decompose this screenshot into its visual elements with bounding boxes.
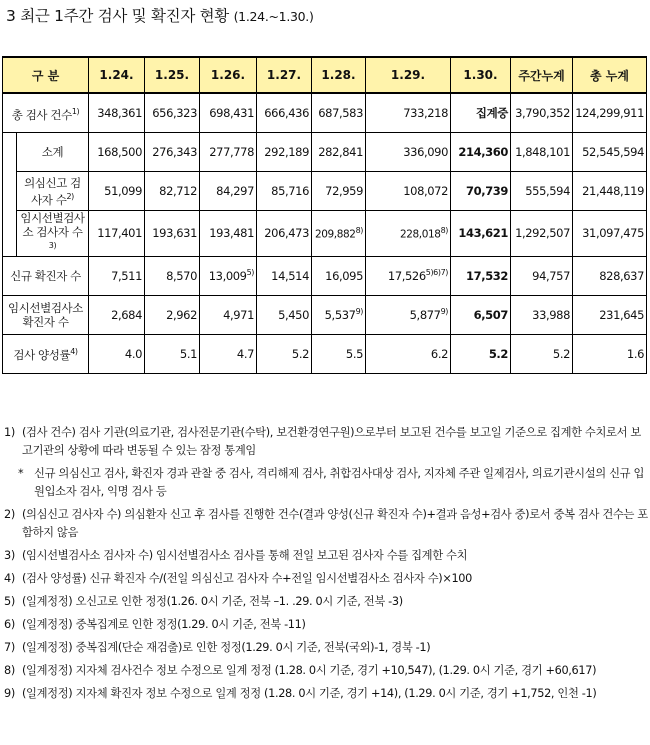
footnote-ref: 8)	[355, 226, 363, 236]
footnote-ref: 4)	[70, 347, 78, 357]
table-header-row	[3, 57, 647, 93]
data-cell	[511, 211, 573, 257]
table-row	[3, 211, 647, 257]
cell-value: 5.1	[179, 346, 197, 361]
table-row	[3, 133, 647, 172]
data-cell	[451, 133, 511, 172]
row-label	[3, 93, 89, 133]
data-cell	[312, 93, 366, 133]
data-cell	[366, 93, 451, 133]
cell-value: 6,507	[473, 307, 508, 322]
footnote-number: 1)	[4, 426, 15, 439]
footnotes	[4, 424, 648, 708]
cell-value: 206,473	[264, 226, 309, 241]
data-cell	[145, 295, 200, 334]
row-label-text: 임시선별검사소 확진자 수	[8, 300, 83, 329]
row-label-text: 임시선별검사소 검사자 수	[20, 211, 85, 239]
cell-value: 21,448,119	[582, 184, 644, 198]
cell-value: 4,971	[223, 307, 254, 322]
table-row	[3, 295, 647, 334]
cell-value: 2,684	[111, 307, 142, 322]
cell-value: 4.0	[124, 346, 142, 361]
cell-value: 2,962	[166, 307, 197, 322]
row-label	[17, 133, 89, 172]
cell-value: 143,621	[458, 226, 508, 241]
footnote	[4, 570, 648, 588]
data-cell	[257, 211, 312, 257]
cell-value: 1,848,101	[515, 145, 570, 159]
data-cell	[312, 172, 366, 211]
cell-value: 집계중	[475, 106, 508, 120]
footnote-text: 신규 의심신고 검사, 확진자 경과 관찰 중 검사, 격리해제 검사, 취합검사대상 검사, 지자체 주관 일제검사, 의료기관시설의 신규 입원입소자 검사, 익명 검사 등	[34, 467, 645, 498]
footnote-ref: 8)	[440, 226, 448, 236]
cell-value: 17,526	[387, 269, 426, 284]
data-cell	[200, 256, 257, 295]
cell-value: 84,297	[216, 184, 254, 198]
footnote-ref: 3)	[48, 241, 57, 250]
data-cell	[200, 211, 257, 257]
data-cell	[89, 256, 145, 295]
row-label	[17, 172, 89, 211]
data-cell	[511, 133, 573, 172]
data-cell	[312, 211, 366, 257]
cell-value: 4.7	[236, 346, 254, 361]
cell-value: 3,790,352	[515, 106, 570, 120]
row-label	[3, 295, 89, 334]
cell-value: 828,637	[599, 268, 644, 283]
data-cell	[511, 93, 573, 133]
footnote	[4, 547, 648, 565]
footnote-text: (검사 양성률) 신규 확진자 수/(전일 의심신고 검사자 수+전일 임시선별검사소 검사자 수)×100	[22, 572, 472, 585]
data-cell	[573, 295, 647, 334]
footnote-number: 9)	[4, 687, 15, 700]
footnote	[4, 662, 648, 680]
cell-value: 7,511	[111, 268, 142, 283]
cell-value: 85,716	[271, 184, 309, 198]
cell-value: 5.2	[552, 346, 570, 361]
cell-value: 5.2	[488, 346, 508, 361]
cell-value: 52,545,594	[582, 145, 644, 159]
cell-value: 6.2	[430, 346, 448, 361]
data-cell	[451, 93, 511, 133]
cell-value: 276,343	[152, 145, 197, 159]
footnote	[4, 593, 648, 611]
cell-value: 70,739	[466, 184, 508, 198]
cell-value: 193,631	[152, 226, 197, 241]
row-label-text: 의심신고 검사자 수	[24, 175, 81, 207]
data-cell	[312, 133, 366, 172]
table-row	[3, 93, 647, 133]
title-range: (1.24.~1.30.)	[233, 9, 314, 24]
footnote-ref: 5)6)7)	[425, 268, 448, 278]
cell-value: 31,097,475	[582, 226, 644, 241]
indent-cell	[3, 172, 17, 211]
data-cell	[451, 295, 511, 334]
data-cell	[366, 211, 451, 257]
data-cell	[366, 133, 451, 172]
cell-value: 555,594	[525, 184, 570, 198]
header-cell: 1.29.	[366, 57, 451, 93]
data-cell	[257, 295, 312, 334]
footnote-text: (일계정정) 중복집계(단순 재검출)로 인한 정정(1.29. 0시 기준, 전북(국외)-1, 경북 -1)	[22, 641, 431, 654]
cell-value: 124,299,911	[575, 106, 644, 120]
table-row	[3, 172, 647, 211]
footnote-text: (일계정정) 지자체 확진자 정보 수정으로 일계 정정 (1.28. 0시 기준, 경기 +14), (1.29. 0시 기준, 경기 +1,752, 인천 -1)	[22, 687, 597, 700]
data-cell	[312, 256, 366, 295]
footnote	[4, 424, 648, 460]
footnote-text: (의심신고 검사자 수) 의심환자 신고 후 검사를 진행한 건수(결과 양성(신규 확진자 수)+결과 음성+검사 중)로서 중복 검사 건수는 포함하지 않음	[22, 508, 648, 539]
cell-value: 687,583	[318, 106, 363, 120]
cell-value: 168,500	[97, 145, 142, 159]
footnote-text: (검사 건수) 검사 기관(의료기관, 검사전문기관(수탁), 보건환경연구원)으로부터 보고된 건수를 보고일 기준으로 집계한 수치로서 보고기관의 상황에 따라 변동될 수 있는 잠정 통계임	[22, 426, 641, 457]
data-cell	[511, 295, 573, 334]
row-label-text: 소계	[41, 145, 64, 159]
indent-cell	[3, 133, 17, 172]
row-label-text: 총 검사 건수	[11, 107, 72, 122]
data-cell	[451, 172, 511, 211]
data-cell	[89, 172, 145, 211]
header-cell: 1.30.	[451, 57, 511, 93]
header-cell: 1.28.	[312, 57, 366, 93]
cell-value: 5,877	[409, 308, 441, 323]
header-cell: 1.25.	[145, 57, 200, 93]
page-title	[6, 4, 314, 26]
cell-value: 5,537	[324, 308, 356, 323]
cell-value: 1.6	[626, 346, 644, 361]
cell-value: 193,481	[209, 226, 254, 241]
cell-value: 13,009	[208, 269, 247, 284]
data-cell	[257, 133, 312, 172]
data-cell	[257, 334, 312, 373]
data-cell	[511, 334, 573, 373]
cell-value: 16,095	[325, 268, 363, 283]
cell-value: 231,645	[599, 307, 644, 322]
footnote-text: (임시선별검사소 검사자 수) 임시선별검사소 검사를 통해 전일 보고된 검사자 수를 집계한 수치	[22, 549, 468, 562]
statistics-table	[2, 56, 647, 374]
data-cell	[451, 211, 511, 257]
footnote-number: 7)	[4, 641, 15, 654]
header-cell: 구 분	[3, 57, 89, 93]
data-cell	[573, 211, 647, 257]
data-cell	[145, 93, 200, 133]
data-cell	[573, 133, 647, 172]
title-main: 3 최근 1주간 검사 및 확진자 현황	[6, 7, 229, 25]
footnote-ref: 9)	[355, 307, 363, 317]
cell-value: 348,361	[97, 106, 142, 120]
cell-value: 228,018	[399, 228, 441, 241]
header-cell: 1.26.	[200, 57, 257, 93]
footnote-text: (일계정정) 오신고로 인한 정정(1.26. 0시 기준, 전북 –1. .29. 0시 기준, 전북 -3)	[22, 595, 403, 608]
data-cell	[200, 133, 257, 172]
table-row	[3, 256, 647, 295]
cell-value: 292,189	[264, 145, 309, 159]
data-cell	[89, 295, 145, 334]
cell-value: 282,841	[318, 145, 363, 159]
data-cell	[89, 334, 145, 373]
cell-value: 733,218	[403, 106, 448, 120]
data-cell	[257, 256, 312, 295]
footnote-text: (일계정정) 지자체 검사건수 정보 수정으로 일계 정정 (1.28. 0시 기준, 경기 +10,547), (1.29. 0시 기준, 경기 +60,617)	[22, 664, 597, 677]
data-cell	[573, 334, 647, 373]
data-cell	[511, 172, 573, 211]
data-cell	[366, 334, 451, 373]
data-cell	[511, 256, 573, 295]
data-cell	[145, 211, 200, 257]
cell-value: 698,431	[209, 106, 254, 120]
cell-value: 5,450	[278, 307, 309, 322]
cell-value: 8,570	[166, 268, 197, 283]
data-cell	[366, 295, 451, 334]
cell-value: 209,882	[314, 228, 356, 241]
data-cell	[573, 256, 647, 295]
footnote-number: 2)	[4, 508, 15, 521]
data-cell	[145, 172, 200, 211]
footnote-number: 8)	[4, 664, 15, 677]
data-cell	[451, 256, 511, 295]
data-cell	[312, 295, 366, 334]
footnote	[4, 465, 648, 501]
data-cell	[366, 256, 451, 295]
cell-value: 108,072	[403, 184, 448, 198]
table-row	[3, 334, 647, 373]
row-label	[3, 256, 89, 295]
cell-value: 33,988	[532, 307, 570, 322]
data-cell	[89, 133, 145, 172]
data-cell	[145, 256, 200, 295]
footnote	[4, 639, 648, 657]
cell-value: 72,959	[325, 184, 363, 198]
header-cell: 1.27.	[257, 57, 312, 93]
data-cell	[366, 172, 451, 211]
row-label-text: 신규 확진자 수	[10, 268, 81, 283]
footnote-ref: 5)	[246, 268, 254, 278]
data-cell	[145, 334, 200, 373]
cell-value: 14,514	[271, 268, 309, 283]
cell-value: 82,712	[159, 184, 197, 198]
footnote-ref: 2)	[66, 191, 74, 201]
cell-value: 51,099	[104, 184, 142, 198]
data-cell	[200, 172, 257, 211]
footnote-ref: 1)	[71, 106, 80, 116]
data-cell	[145, 133, 200, 172]
footnote	[4, 685, 648, 703]
footnote-number: 4)	[4, 572, 15, 585]
cell-value: 1,292,507	[515, 226, 570, 241]
data-cell	[451, 334, 511, 373]
footnote-number: 3)	[4, 549, 15, 562]
cell-value: 214,360	[458, 145, 508, 159]
data-cell	[257, 172, 312, 211]
data-cell	[200, 295, 257, 334]
data-cell	[200, 93, 257, 133]
row-label	[3, 334, 89, 373]
cell-value: 17,532	[466, 268, 508, 283]
header-cell: 주간누계	[511, 57, 573, 93]
data-cell	[573, 93, 647, 133]
cell-value: 656,323	[152, 106, 197, 120]
cell-value: 666,436	[264, 106, 309, 120]
header-cell: 총 누계	[573, 57, 647, 93]
data-cell	[257, 93, 312, 133]
data-cell	[200, 334, 257, 373]
row-label-text: 검사 양성률	[13, 348, 71, 363]
cell-value: 277,778	[209, 145, 254, 159]
data-cell	[573, 172, 647, 211]
cell-value: 5.2	[291, 346, 309, 361]
cell-value: 5.5	[345, 346, 363, 361]
cell-value: 94,757	[532, 268, 570, 283]
row-label	[17, 211, 89, 257]
data-cell	[89, 93, 145, 133]
footnote-text: (일계정정) 중복집계로 인한 정정(1.29. 0시 기준, 전북 -11)	[22, 618, 306, 631]
footnote-number: 5)	[4, 595, 15, 608]
data-cell	[89, 211, 145, 257]
footnote	[4, 616, 648, 634]
footnote-number: *	[18, 467, 24, 480]
header-cell: 1.24.	[89, 57, 145, 93]
data-cell	[312, 334, 366, 373]
footnote-ref: 9)	[440, 307, 448, 317]
cell-value: 117,401	[97, 226, 142, 241]
footnote-number: 6)	[4, 618, 15, 631]
indent-cell	[3, 211, 17, 257]
footnote	[4, 506, 648, 542]
cell-value: 336,090	[403, 145, 448, 159]
